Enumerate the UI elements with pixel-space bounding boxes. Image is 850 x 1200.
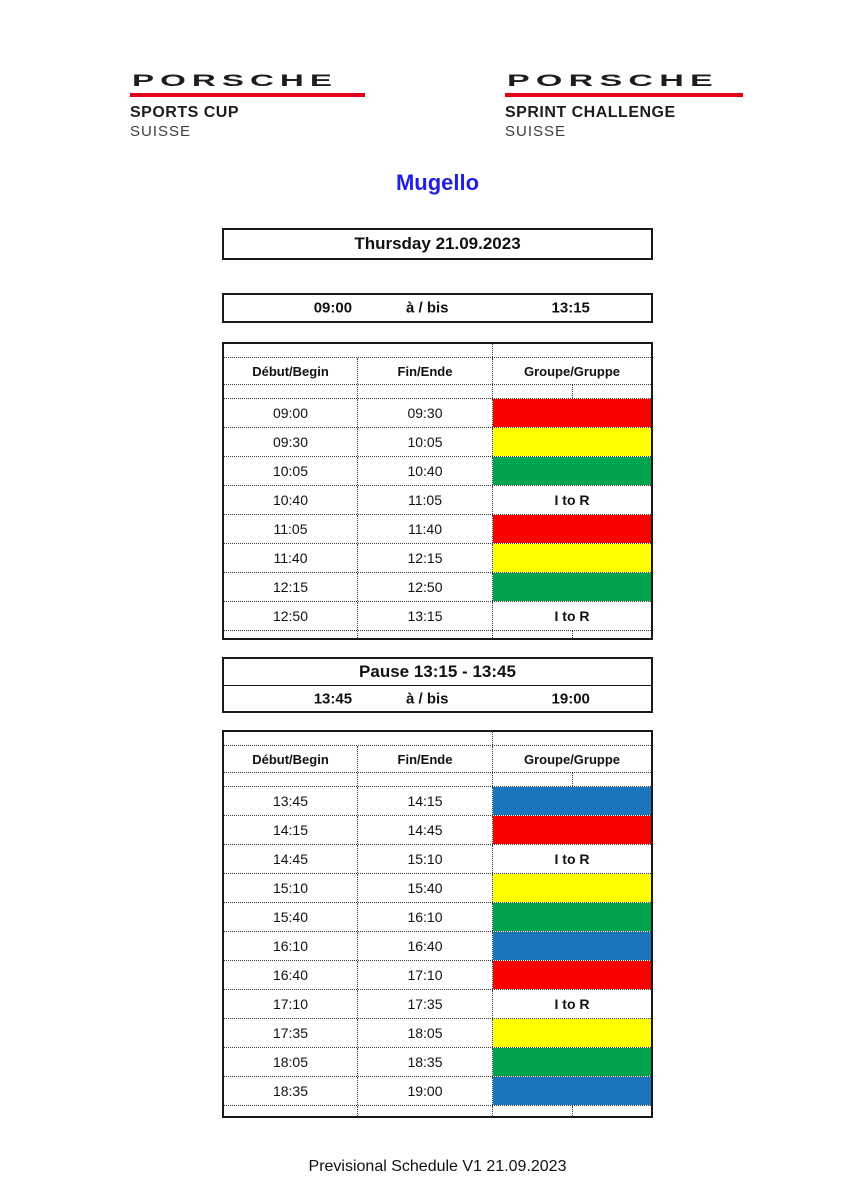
svg-text:PORSCHE: PORSCHE — [507, 72, 719, 89]
spacer-row-mid — [224, 385, 651, 398]
end-time-cell: 17:10 — [357, 961, 492, 989]
start-time-cell: 16:40 — [272, 967, 309, 983]
group-color-bar: I to R — [554, 608, 590, 624]
end-time-cell: 11:40 — [357, 515, 492, 543]
schedule-row — [224, 873, 651, 902]
schedule-row — [224, 456, 651, 485]
porsche-wordmark-icon — [130, 72, 342, 89]
spacer-row-bottom — [224, 630, 651, 638]
day-header-label: Thursday 21.09.2023 — [354, 234, 521, 253]
end-time-cell: 18:05 — [357, 1019, 492, 1047]
group-cell — [492, 816, 651, 844]
table-header-row — [224, 357, 651, 385]
group-cell — [492, 1077, 651, 1105]
table-body — [224, 786, 651, 1105]
group-color-bar — [493, 787, 651, 815]
end-time-cell: 09:30 — [357, 399, 492, 427]
group-color-bar: I to R — [554, 492, 590, 508]
end-time-cell: 11:05 — [357, 486, 492, 514]
group-color-bar — [493, 1048, 651, 1076]
schedule-row — [224, 1076, 651, 1105]
start-time-cell: 12:50 — [272, 608, 309, 624]
morning-session-range-box — [222, 293, 653, 323]
group-cell — [492, 544, 651, 572]
table-body — [224, 398, 651, 630]
schedule-row — [224, 989, 651, 1018]
group-cell — [492, 990, 651, 1018]
pause-box — [222, 657, 653, 713]
table-header-row — [224, 745, 651, 773]
column-header-group: Groupe/Gruppe — [492, 358, 651, 384]
logo-red-underline — [130, 93, 365, 97]
group-color-bar — [493, 515, 651, 543]
start-time-cell: 14:45 — [272, 851, 309, 867]
end-time-cell: 13:15 — [357, 602, 492, 630]
spacer-row-mid — [224, 773, 651, 786]
logo-series-name: SPRINT CHALLENGE — [505, 104, 676, 121]
svg-text:PORSCHE: PORSCHE — [132, 72, 338, 89]
logo-red-underline — [505, 93, 743, 97]
group-cell — [492, 932, 651, 960]
column-header-end: Fin/Ende — [357, 358, 492, 384]
end-time-cell: 15:10 — [357, 845, 492, 873]
group-color-bar — [493, 428, 651, 456]
porsche-wordmark-icon — [505, 72, 723, 89]
column-header-begin: Début/Begin — [252, 363, 329, 379]
group-color-bar — [493, 903, 651, 931]
start-time-cell: 15:40 — [272, 909, 309, 925]
spacer-row-bottom — [224, 1105, 651, 1116]
group-cell — [492, 428, 651, 456]
pause-label: Pause 13:15 - 13:45 — [224, 659, 651, 686]
group-cell — [492, 961, 651, 989]
schedule-row — [224, 786, 651, 815]
logo-porsche-sports-cup — [130, 72, 365, 140]
group-color-bar — [493, 544, 651, 572]
start-time-cell: 11:05 — [273, 521, 308, 537]
start-time-cell: 13:45 — [272, 793, 309, 809]
end-time-cell: 12:50 — [357, 573, 492, 601]
schedule-row — [224, 960, 651, 989]
schedule-row — [224, 931, 651, 960]
start-time-cell: 10:40 — [272, 492, 309, 508]
event-title: Mugello — [395, 170, 480, 195]
start-time-cell: 17:35 — [272, 1025, 309, 1041]
group-color-bar — [493, 457, 651, 485]
group-color-bar — [493, 1077, 651, 1105]
group-cell — [492, 874, 651, 902]
start-time-cell: 11:40 — [273, 550, 308, 566]
start-time-cell: 15:10 — [272, 880, 309, 896]
start-time-cell: 18:35 — [272, 1083, 309, 1099]
end-time-cell: 14:45 — [357, 816, 492, 844]
schedule-row — [224, 1047, 651, 1076]
footer-version-note: Previsional Schedule V1 21.09.2023 — [308, 1158, 567, 1175]
session-range-separator: à / bis — [405, 299, 449, 317]
group-cell — [492, 486, 651, 514]
group-color-bar — [493, 399, 651, 427]
day-header-box — [222, 228, 653, 260]
column-header-begin: Début/Begin — [252, 751, 329, 767]
start-time-cell: 14:15 — [272, 822, 309, 838]
end-time-cell: 12:15 — [357, 544, 492, 572]
column-header-group: Groupe/Gruppe — [492, 746, 651, 772]
end-time-cell: 19:00 — [357, 1077, 492, 1105]
schedule-table-morning — [222, 342, 653, 640]
start-time-cell: 18:05 — [272, 1054, 309, 1070]
start-time-cell: 17:10 — [272, 996, 309, 1012]
session-end-time: 19:00 — [551, 690, 590, 707]
schedule-row — [224, 1018, 651, 1047]
schedule-row — [224, 485, 651, 514]
afternoon-session-range — [224, 686, 651, 711]
schedule-table-afternoon — [222, 730, 653, 1118]
group-cell — [492, 602, 651, 630]
start-time-cell: 12:15 — [272, 579, 309, 595]
group-color-bar — [493, 573, 651, 601]
end-time-cell: 18:35 — [357, 1048, 492, 1076]
logo-country: SUISSE — [505, 123, 567, 140]
session-start-time: 13:45 — [313, 690, 353, 707]
group-cell — [492, 1019, 651, 1047]
group-cell — [492, 787, 651, 815]
session-end-time: 13:15 — [551, 299, 590, 317]
column-header-end: Fin/Ende — [357, 746, 492, 772]
group-color-bar — [493, 961, 651, 989]
start-time-cell: 10:05 — [272, 463, 309, 479]
group-color-bar — [493, 874, 651, 902]
schedule-row — [224, 902, 651, 931]
group-color-bar: I to R — [554, 851, 590, 867]
group-cell — [492, 399, 651, 427]
logo-country: SUISSE — [130, 123, 192, 140]
end-time-cell: 16:10 — [357, 903, 492, 931]
start-time-cell: 09:30 — [272, 434, 309, 450]
schedule-row — [224, 427, 651, 456]
logo-series-name: SPORTS CUP — [130, 104, 240, 121]
end-time-cell: 10:05 — [357, 428, 492, 456]
start-time-cell: 09:00 — [272, 405, 309, 421]
group-cell — [492, 1048, 651, 1076]
schedule-row — [224, 543, 651, 572]
group-cell — [492, 573, 651, 601]
spacer-row-top — [224, 344, 651, 357]
end-time-cell: 15:40 — [357, 874, 492, 902]
group-cell — [492, 845, 651, 873]
end-time-cell: 17:35 — [357, 990, 492, 1018]
group-cell — [492, 515, 651, 543]
schedule-row — [224, 572, 651, 601]
schedule-row — [224, 601, 651, 630]
session-start-time: 09:00 — [313, 299, 353, 317]
group-color-bar — [493, 932, 651, 960]
group-cell — [492, 457, 651, 485]
end-time-cell: 14:15 — [357, 787, 492, 815]
session-range-separator: à / bis — [405, 690, 449, 707]
group-color-bar — [493, 1019, 651, 1047]
logo-porsche-sprint-challenge — [505, 72, 743, 140]
start-time-cell: 16:10 — [272, 938, 309, 954]
schedule-row — [224, 815, 651, 844]
group-color-bar: I to R — [554, 996, 590, 1012]
schedule-row — [224, 398, 651, 427]
schedule-row — [224, 844, 651, 873]
group-cell — [492, 903, 651, 931]
spacer-row-top — [224, 732, 651, 745]
group-color-bar — [493, 816, 651, 844]
end-time-cell: 10:40 — [357, 457, 492, 485]
end-time-cell: 16:40 — [357, 932, 492, 960]
schedule-row — [224, 514, 651, 543]
